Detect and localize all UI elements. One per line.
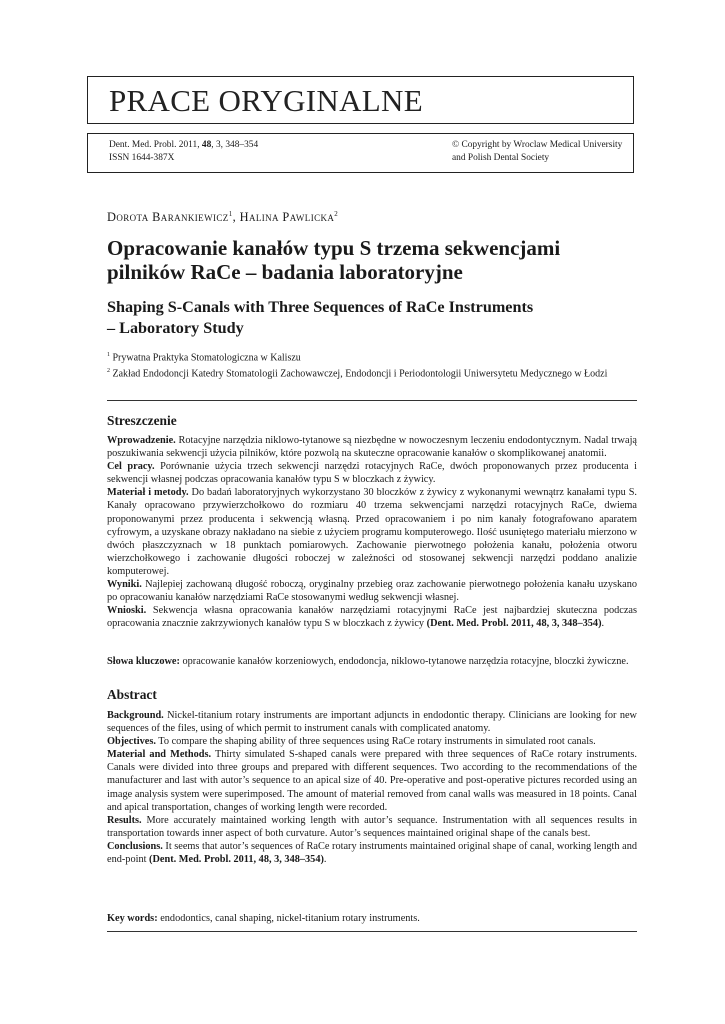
abstract-body: [107, 709, 637, 866]
affiliation: $^1$ Prywatna Praktyka Stomatologiczna w Kaliszu: [107, 352, 301, 364]
author: Halina Pawlicka$^2$: [239, 210, 339, 225]
author-list: [107, 210, 338, 225]
divider: [107, 931, 637, 932]
abstract-paragraph: Materiał i metody. Do badań laboratoryjnych wykorzystano 30 bloczków z żywicy z wykonanymi wewnątrz kanałami typu S. Kanały opracowano przywierzchołkowo do rozmiaru 40 trzema sekwencjami narzędzi rotacyjnych RaCe, dwiema proponowanymi przez producenta i sekwencją własną. Przed opracowaniem i po nim kanały fotografowano aparatem cyfrowym, a uzyskane obrazy nakładano na siebie z użyciem programu komputerowego. Ilość usuniętego materiału mierzono w dwóch płaszczyznach w 18 punktach pomiarowych. Zachowanie pierwotnego położenia kanału, położenia otworu wierzchołkowego i zachowanie długości roboczej w zależności od stosowanej sekwencji narzędzi poddano analizie komputerowej.: [107, 487, 638, 577]
abstract-paragraph: Results. More accurately maintained working length with autor’s sequance. Instrumentation with all sequences results in transportation towards inner aspect of both curvature. Autor’s sequences maintained original shape of the canals best.: [107, 814, 637, 839]
section-title-box: [87, 76, 634, 124]
abstract-paragraph: Material and Methods. Thirty simulated S-shaped canals were prepared with three sequences of RaCe rotary instruments. Canals were divided into three groups and prepared with different sequences. Two according to the recommendations of the manufacturer and last with autor’s sequence to an apical size of 40. Pre-operative and post-operative pictures recorded using an image analysis system were superimposed. The amount of material removed from canal walls was measured in 18 points. Canal and apical transportation, changes of working length were recorded.: [107, 749, 637, 813]
article-title-english: [107, 297, 627, 339]
citation-block: [109, 139, 258, 164]
author-separator: ,: [232, 210, 240, 225]
citation: Dent. Med. Probl. 2011, 48, 3, 348–354: [109, 140, 259, 150]
divider: [107, 400, 637, 401]
abstract-paragraph: Objectives. To compare the shaping ability of three sequences using RaCe rotary instruments in simulated root canals.: [107, 736, 596, 748]
streszczenie-body: [107, 434, 637, 630]
streszczenie-heading: Streszczenie: [107, 413, 177, 428]
abstract-paragraph: Cel pracy. Porównanie użycia trzech sekwencji narzędzi rotacyjnych RaCe, dwóch proponowanych przez producenta i sekwencji własnej podczas opracowania kanałów typu S w bloczkach z żywicy.: [107, 461, 637, 486]
affiliations: [107, 349, 637, 380]
issn: ISSN 1644-387X: [109, 152, 175, 163]
title-line: pilników RaCe – badania laboratoryjne: [107, 260, 463, 284]
title-line: – Laboratory Study: [107, 319, 244, 337]
copyright-line: and Polish Dental Society: [452, 152, 550, 163]
abstract-paragraph: Wnioski. Sekwencja własna opracowania kanałów narzędziami rotacyjnymi RaCe jest najbardziej skuteczna podczas opracowania znacznie zakrzywionych kanałów typu S w bloczkach z żywicy (Dent. Med. Probl. 2011, 48, 3, 348–354).: [107, 605, 637, 630]
abstract-heading: Abstract: [107, 687, 157, 702]
abstract-paragraph: Conclusions. It seems that autor’s sequences of RaCe rotary instruments maintained original shape of canal, working length and end-point (Dent. Med. Probl. 2011, 48, 3, 348–354).: [107, 840, 637, 866]
article-title-polish: [107, 236, 627, 284]
copyright-block: [452, 139, 622, 164]
title-line: Opracowanie kanałów typu S trzema sekwencjami: [107, 236, 561, 260]
english-keywords: Key words: endodontics, canal shaping, nickel-titanium rotary instruments.: [107, 913, 420, 924]
abstract-paragraph: Wprowadzenie. Rotacyjne narzędzia niklowo-tytanowe są niezbędne w nowoczesnym leczeniu endodontycznym. Nadal trwają poszukiwania sekwencji użycia pilników, które pozwolą na skuteczne opracowanie kanałów o skomplikowanej anatomii.: [107, 435, 637, 460]
section-title: PRACE ORYGINALNE: [109, 83, 423, 118]
copyright-line: © Copyright by Wroclaw Medical University: [452, 140, 623, 150]
abstract-paragraph: Background. Nickel-titanium rotary instruments are important adjuncts in endodontic therapy. Clinicians are looking for new sequences of the files, using of which permit to instrument canals with complicated anatomy.: [107, 710, 637, 735]
author: Dorota Barankiewicz$^1$: [107, 210, 233, 225]
polish-keywords: Słowa kluczowe: opracowanie kanałów korzeniowych, endodoncja, niklowo-tytanowe narzędzia rotacyjne, bloczki żywiczne.: [107, 656, 629, 667]
affiliation: $^2$ Zakład Endodoncji Katedry Stomatologii Zachowawczej, Endodoncji i Periodontologii Uniwersytetu Medycznego w Łodzi: [107, 367, 608, 379]
journal-info-box: [87, 133, 634, 173]
title-line: Shaping S-Canals with Three Sequences of RaCe Instruments: [107, 298, 534, 316]
abstract-paragraph: Wyniki. Najlepiej zachowaną długość roboczą, oryginalny przebieg oraz zachowanie pierwotnego położenia kanału uzyskano po opracowaniu kanałów narzędziami RaCe stosowanymi według sekwencji własnej.: [107, 579, 637, 604]
